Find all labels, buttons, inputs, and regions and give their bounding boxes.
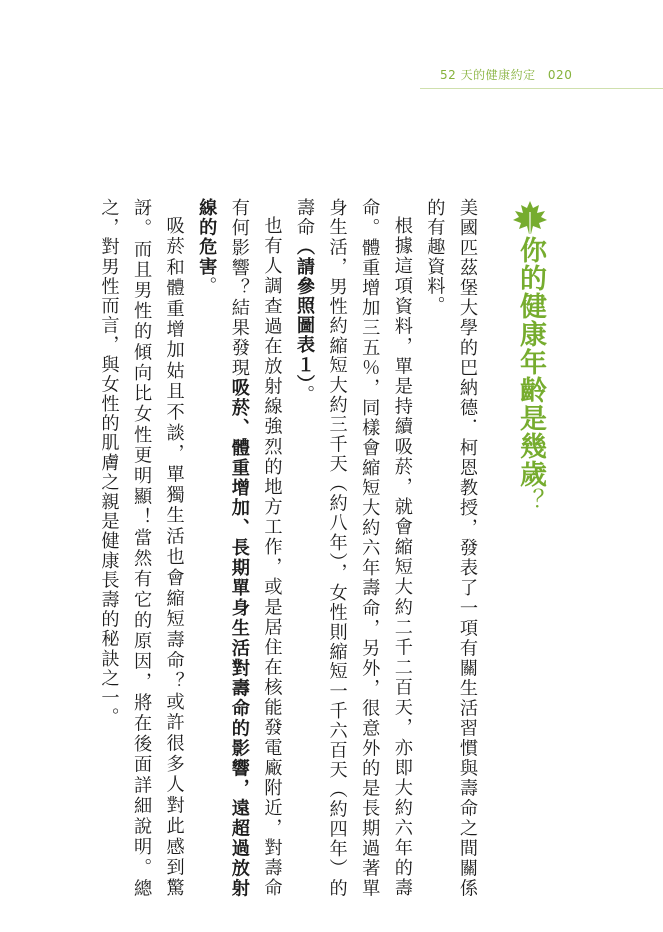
paragraph-text: 吸菸和體重增加姑且不談，單獨生活也會縮短壽命？或許很多人對此感到驚訝。而且男性的傾向比女性更明顯！當然有它的原因，將在後面詳細說明。總之，對男性而言，與女性的肌膚之親是健康長壽的秘訣之一。	[98, 198, 185, 898]
section-title-text: 你的健康年齡是幾歲	[515, 236, 546, 488]
maple-leaf-icon	[510, 198, 550, 238]
section-title-block	[510, 198, 550, 513]
page-number: 020	[547, 68, 573, 82]
header-rule	[420, 88, 663, 89]
figure-reference: （請參照圖表１）	[294, 237, 316, 385]
running-header	[440, 66, 572, 83]
paragraph-4	[92, 198, 190, 898]
section-title	[510, 236, 550, 513]
emphasis-text: 吸菸、體重增加、長期單身生活對壽命的影響，遠超過放射線的危害	[196, 198, 250, 898]
body-text	[98, 198, 483, 898]
paragraph-1	[418, 198, 483, 898]
paragraph-text: 美國匹茲堡大學的巴納德．柯恩教授，發表了一項有關生活習慣與壽命之間關係的有趣資料。	[424, 198, 478, 898]
paragraph-text: 。	[294, 384, 316, 405]
paragraph-text: 。	[196, 276, 218, 297]
paragraph-text: 也有人調查過在放射線強烈的地方工作，或是居住在核能發電廠附近，對壽命有何影響？結果發現	[228, 198, 283, 898]
question-mark: ？	[516, 488, 544, 513]
paragraph-3	[190, 198, 288, 898]
book-title: 52 天的健康約定	[440, 68, 536, 82]
paragraph-2	[287, 198, 417, 898]
paragraph-text: 根據這項資料，單是持續吸菸，就會縮短大約二千二百天，亦即大約六年的壽命。體重增加三五％，同樣會縮短大約六年壽命，另外，很意外的是長期過著單身生活，男性約縮短大約三千天（約八年），女性則縮短一千六百天（約四年）的壽命	[294, 198, 413, 898]
